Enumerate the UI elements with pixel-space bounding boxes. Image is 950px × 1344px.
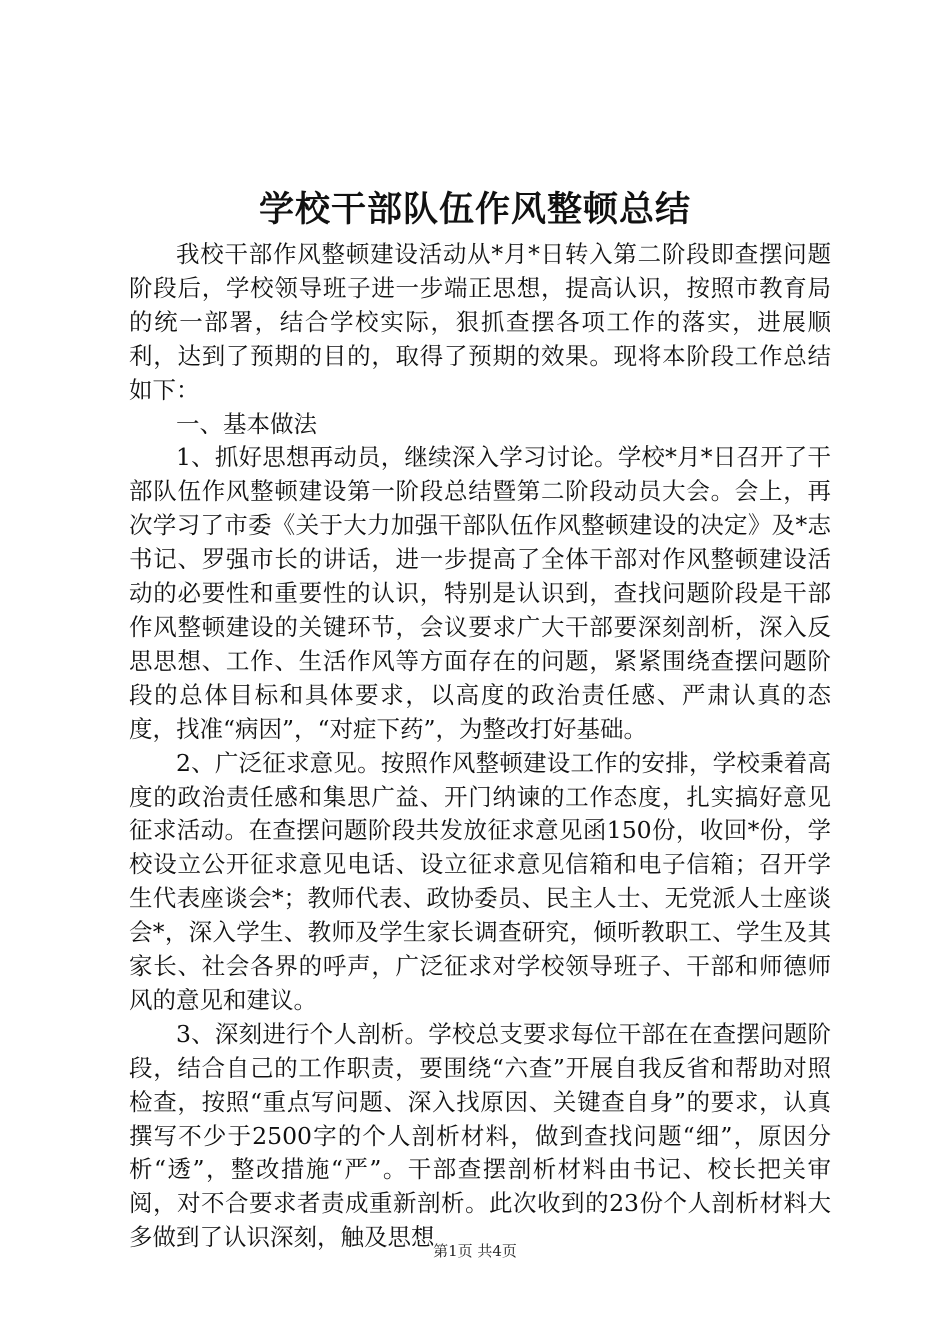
paragraph-intro: 我校干部作风整顿建设活动从*月*日转入第二阶段即查摆问题阶段后，学校领导班子进一步端正思想，提高认识，按照市教育局的统一部署，结合学校实际，狠抓查摆各项工作的落实，进展顺利，达到了预期的目的，取得了预期的效果。现将本阶段工作总结如下： — [129, 240, 831, 404]
section-heading-basic-practices: 一、基本做法 — [176, 409, 317, 438]
paragraph-item-3: 3、深刻进行个人剖析。学校总支要求每位干部在在查摆问题阶段，结合自己的工作职责，要围绕“六查”开展自我反省和帮助对照检查，按照“重点写问题、深入找原因、关键查自身”的要求，认真撰写不少于2500字的个人剖析材料，做到查找问题“细”，原因分析“透”，整改措施“严”。干部查摆剖析材料由书记、校长把关审阅，对不合要求者责成重新剖析。此次收到的23份个人剖析材料大多做到了认识深刻，触及思想 — [129, 1019, 831, 1252]
paragraph-item-1: 1、抓好思想再动员，继续深入学习讨论。学校*月*日召开了干部队伍作风整顿建设第一阶段总结暨第二阶段动员大会。会上，再次学习了市委《关于大力加强干部队伍作风整顿建设的决定》及*志书记、罗强市长的讲话，进一步提高了全体干部对作风整顿建设活动的必要性和重要性的认识，特别是认识到，查找问题阶段是干部作风整顿建设的关键环节，会议要求广大干部要深刻剖析，深入反思思想、工作、生活作风等方面存在的问题，紧紧围绕查摆问题阶段的总体目标和具体要求，以高度的政治责任感、严肃认真的态度，找准“病因”，“对症下药”，为整改打好基础。 — [129, 443, 831, 743]
page-number-footer: 第1页 共4页 — [433, 1242, 517, 1260]
document-body — [129, 238, 831, 1255]
paragraph-item-2: 2、广泛征求意见。按照作风整顿建设工作的安排，学校秉着高度的政治责任感和集思广益、开门纳谏的工作态度，扎实搞好意见征求活动。在查摆问题阶段共发放征求意见函150份，收回*份，学校设立公开征求意见电话、设立征求意见信箱和电子信箱；召开学生代表座谈会*；教师代表、政协委员、民主人士、无党派人士座谈会*，深入学生、教师及学生家长调查研究，倾听教职工、学生及其家长、社会各界的呼声，广泛征求对学校领导班子、干部和师德师风的意见和建议。 — [129, 748, 831, 1014]
document-title: 学校干部队伍作风整顿总结 — [258, 189, 691, 230]
